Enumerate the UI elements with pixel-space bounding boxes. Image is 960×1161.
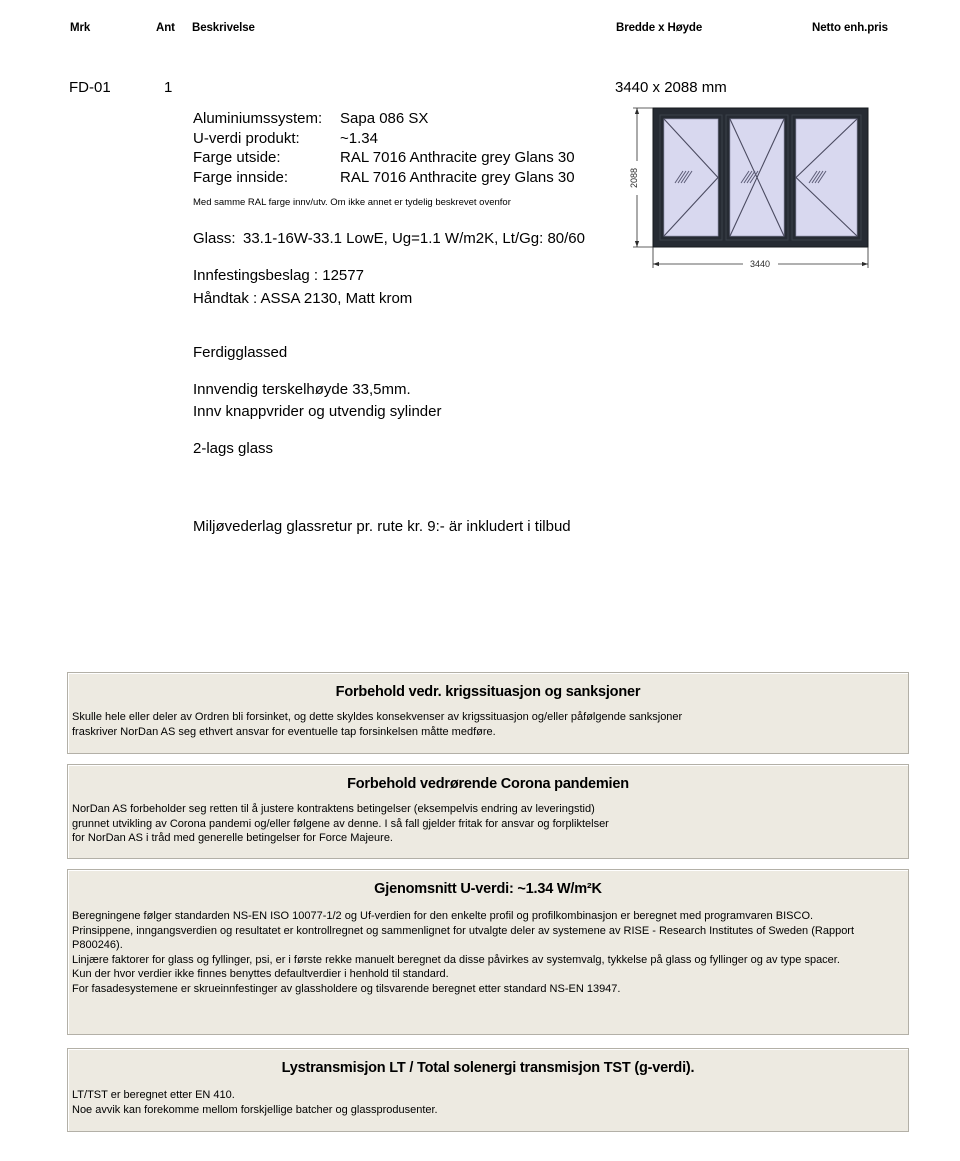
dimension-width-label: 3440 xyxy=(749,259,771,269)
column-header-width-height: Bredde x Høyde xyxy=(616,22,703,34)
info-box-uvalue-title: Gjenomsnitt U-verdi: ~1.34 W/m²K xyxy=(374,881,602,897)
info-box-corona-pandemic xyxy=(67,764,909,859)
info-line: NorDan AS forbeholder seg retten til å justere kontraktens betingelser (eksempelvis endring av leveringstid) xyxy=(72,803,595,815)
info-line: fraskriver NorDan AS seg ethvert ansvar for eventuelle tap forsinkelsen måtte medføre. xyxy=(72,725,496,738)
window-pane-middle xyxy=(726,115,788,240)
info-line: Linjære faktorer for glass og fyllinger, psi, er i første rekke manuelt beregnet da disse påvirkes av systemvalg, tykkelse på glass og fyllinger og av type spacer. xyxy=(72,953,840,966)
color-note: Med samme RAL farge innv/utv. Om ikke annet er tydelig beskrevet ovenfor xyxy=(193,197,511,209)
info-box-corona-body xyxy=(68,794,908,852)
glass-row xyxy=(193,229,613,249)
spec-value-color-inside: RAL 7016 Anthracite grey Glans 30 xyxy=(340,168,575,186)
spec-label-uvalue: U-verdi produkt: xyxy=(193,129,300,147)
info-box-lt-body xyxy=(68,1078,908,1123)
threshold-line: Innvendig terskelhøyde 33,5mm. xyxy=(193,380,411,398)
window-pane-right xyxy=(792,115,861,240)
info-line: Skulle hele eller deler av Ordren bli forsinket, og dette skyldes konsekvenser av krigssituasjon og/eller påfølgende sanksjoner xyxy=(72,711,683,723)
info-box-light-transmission xyxy=(67,1048,909,1132)
info-line: Noe avvik kan forekomme mellom forskjellige batcher og glassprodusenter. xyxy=(72,1103,438,1116)
info-box-uvalue-body xyxy=(68,899,908,1003)
environment-fee-line: Miljøvederlag glassretur pr. rute kr. 9:- är inkludert i tilbud xyxy=(193,517,571,535)
info-line: Kun der hvor verdier ikke finnes benyttes defaultverdier i henhold til standard. xyxy=(72,968,449,981)
column-header-quantity: Ant xyxy=(156,22,175,34)
info-line: LT/TST er beregnet etter EN 410. xyxy=(72,1089,235,1101)
spec-row-color-inside xyxy=(193,168,613,188)
info-box-war-body xyxy=(68,702,908,745)
spec-label-color-inside: Farge innside: xyxy=(193,168,289,186)
column-header-net-price: Netto enh.pris xyxy=(812,22,888,34)
info-box-war-title: Forbehold vedr. krigssituasjon og sanksjoner xyxy=(335,684,641,700)
spec-value-uvalue: ~1.34 xyxy=(340,129,378,147)
handle-line: Håndtak : ASSA 2130, Matt krom xyxy=(193,289,413,307)
info-box-lt-title: Lystransmisjon LT / Total solenergi transmisjon TST (g-verdi). xyxy=(281,1060,695,1076)
pane-left-glass xyxy=(664,119,718,236)
fitting-line: Innfestingsbeslag : 12577 xyxy=(193,266,364,284)
glazed-line: Ferdigglassed xyxy=(193,344,288,362)
cylinder-line: Innv knappvrider og utvendig sylinder xyxy=(193,403,442,421)
info-line: for NorDan AS i tråd med generelle betingelser for Force Majeure. xyxy=(72,832,393,845)
info-line: Beregningene følger standarden NS-EN ISO 10077-1/2 og Uf-verdien for den enkelte profil og profilkombinasjon er beregnet med programvaren BISCO. xyxy=(72,910,814,922)
info-line: For fasadesystemene er skrueinnfestinger av glassholdere og tilsvarende beregnet etter standard NS-EN 13947. xyxy=(72,982,621,995)
glass-layers-line: 2-lags glass xyxy=(193,439,274,457)
window-elevation-drawing xyxy=(613,103,903,278)
dimension-height-label: 2088 xyxy=(629,167,639,189)
info-box-corona-title: Forbehold vedrørende Corona pandemien xyxy=(347,776,629,792)
item-description-block xyxy=(193,109,613,536)
info-line: Prinsippene, inngangsverdien og resultatet er kontrollregnet og sammenlignet for utvalgte deler av systemene av RISE - Research Institutes of Sweden (Rapport P800246). xyxy=(72,924,855,952)
pane-right-glass xyxy=(796,119,857,236)
spec-value-system: Sapa 086 SX xyxy=(340,110,429,127)
spec-value-color-outside: RAL 7016 Anthracite grey Glans 30 xyxy=(340,149,575,167)
column-header-description: Beskrivelse xyxy=(192,22,255,34)
info-line: grunnet utvikling av Corona pandemi og/eller følgene av denne. I så fall gjelder fritak for ansvar og forpliktelser xyxy=(72,817,609,830)
spec-row-system xyxy=(193,109,613,129)
item-mark: FD-01 xyxy=(69,79,111,96)
glass-value: 33.1-16W-33.1 LowE, Ug=1.1 W/m2K, Lt/Gg: 80/60 xyxy=(243,230,585,248)
item-quantity: 1 xyxy=(164,79,173,96)
item-dimensions-label: 3440 x 2088 mm xyxy=(615,79,727,96)
spec-label-system: Aluminiumssystem: xyxy=(193,110,323,127)
spec-row-color-outside xyxy=(193,148,613,168)
window-pane-left xyxy=(660,115,722,240)
column-header-mark: Mrk xyxy=(70,22,91,34)
info-box-average-u-value xyxy=(67,869,909,1035)
glass-label: Glass: xyxy=(193,230,236,248)
window-drawing-svg xyxy=(613,103,903,278)
info-box-war-situation xyxy=(67,672,909,754)
spec-label-color-outside: Farge utside: xyxy=(193,149,281,167)
spec-row-uvalue xyxy=(193,129,613,149)
